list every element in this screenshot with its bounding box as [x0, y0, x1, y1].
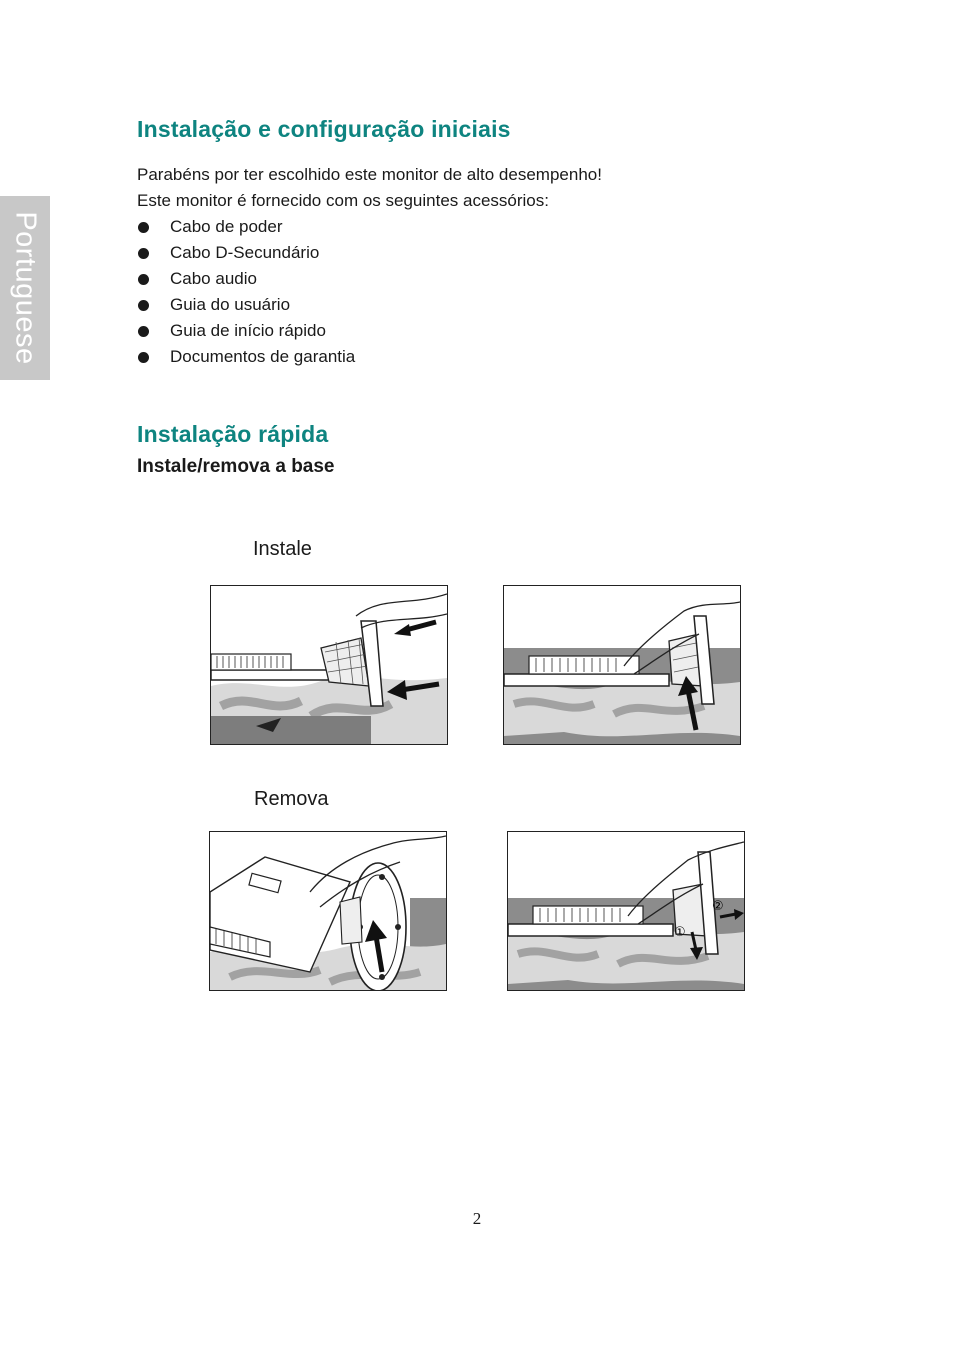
section-title-quick-install: Instalação rápida [137, 421, 329, 447]
list-item: Cabo D-Secundário [137, 241, 355, 267]
section-title-initial-setup: Instalação e configuração iniciais [137, 116, 511, 142]
remove-step2-illustration [507, 831, 745, 991]
install-step1-illustration [210, 585, 448, 745]
install-step2-illustration [503, 585, 741, 745]
intro-congratulations: Parabéns por ter escolhido este monitor de alto desempenho! [137, 165, 602, 184]
install-label: Instale [253, 538, 312, 560]
list-item: Cabo de poder [137, 215, 355, 241]
remove-step1-illustration [209, 831, 447, 991]
list-item: Guia de início rápido [137, 319, 355, 345]
step-marker-2: ② [712, 899, 724, 914]
intro-accessories: Este monitor é fornecido com os seguintes acessórios: [137, 191, 549, 210]
list-item: Cabo audio [137, 267, 355, 293]
accessories-list [137, 215, 355, 371]
list-item: Documentos de garantia [137, 345, 355, 371]
list-item: Guia do usuário [137, 293, 355, 319]
page-number: 2 [472, 1209, 482, 1228]
subsection-title-base: Instale/remova a base [137, 456, 335, 477]
language-side-tab [0, 196, 50, 380]
remove-label: Remova [254, 788, 329, 810]
language-side-tab-label: Portuguese [9, 211, 42, 365]
step-marker-1: ① [674, 925, 686, 940]
